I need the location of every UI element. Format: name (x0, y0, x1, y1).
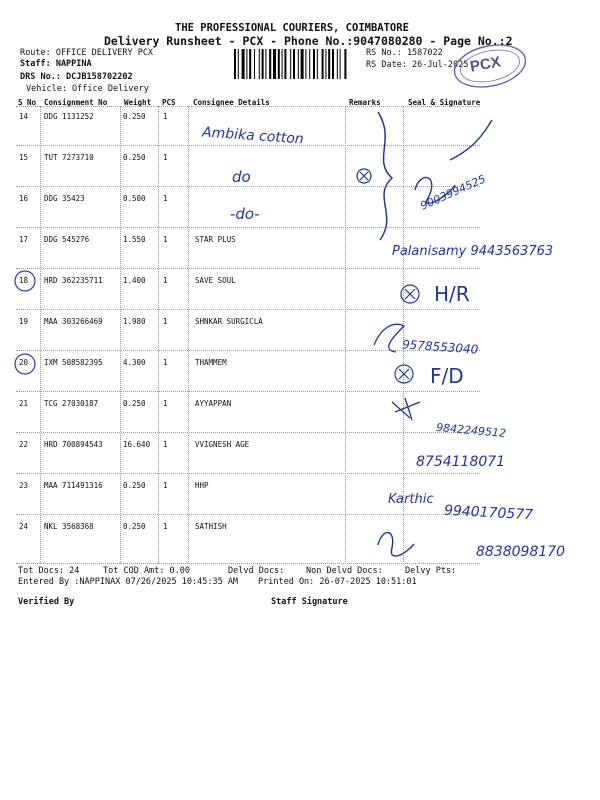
row-consignment-no: NKL 3568368 (44, 522, 94, 531)
handwriting-phone: 8838098170 (476, 544, 566, 560)
barcode-bar (242, 49, 245, 79)
column-divider (345, 106, 346, 564)
non-delivered-docs: Non Delvd Docs: (306, 566, 383, 576)
row-sno: 21 (19, 399, 29, 408)
row-sno: 17 (19, 235, 29, 244)
row-weight: 1.400 (123, 276, 146, 285)
row-divider (16, 309, 480, 310)
brace-mark (378, 112, 392, 240)
column-divider (40, 106, 41, 564)
row-consignment-no: MAA 303266469 (44, 317, 103, 326)
row-consignment-no: TCG 27030187 (44, 399, 99, 408)
handwriting-phone: 9842249512 (435, 420, 507, 441)
handwriting-phone: 9003994525 (418, 172, 488, 213)
row-consignment-no: DDG 1131252 (44, 112, 94, 121)
delivered-docs: Delvd Docs: (228, 566, 285, 576)
runsheet-subtitle: Delivery Runsheet - PCX - Phone No.:9047080280 - Page No.:2 (104, 34, 513, 48)
row-sno: 16 (19, 194, 29, 203)
handwriting-palanisamy: Palanisamy 9443563763 (392, 244, 554, 259)
col-consignee: Consignee Details (193, 98, 270, 107)
row-divider (16, 514, 480, 515)
row-pcs: 1 (163, 112, 168, 121)
entered-by: Entered By :NAPPINAX 07/26/2025 10:45:35 AM (18, 577, 239, 587)
handwriting-fd: F/D (430, 364, 464, 388)
row-consignee: SHNKAR SURGICLA (195, 317, 263, 326)
barcode-bar (254, 49, 255, 79)
row-sno: 19 (19, 317, 29, 326)
row-pcs: 1 (163, 440, 168, 449)
row-divider (16, 432, 480, 433)
column-divider (158, 106, 159, 564)
barcode-bar (238, 49, 239, 79)
verified-by: Verified By (18, 597, 75, 607)
row-consignment-no: IXM 508582395 (44, 358, 103, 367)
circle-x-mark (395, 365, 413, 383)
row-pcs: 1 (163, 235, 168, 244)
staff-label: Staff: NAPPINA (20, 59, 92, 69)
header-divider (16, 106, 480, 107)
barcode-bar (273, 49, 276, 79)
row-pcs: 1 (163, 399, 168, 408)
row-consignee: AYYAPPAN (195, 399, 232, 408)
barcode-bar (332, 49, 334, 79)
route-label: Route: OFFICE DELIVERY PCX (20, 48, 154, 58)
barcode-bar (269, 49, 271, 79)
barcode-bar (265, 49, 266, 79)
col-remarks: Remarks (349, 98, 381, 107)
vehicle-label: Vehicle: Office Delivery (26, 84, 149, 94)
row-sno: 14 (19, 112, 29, 121)
barcode-bar (249, 49, 251, 79)
barcode-bar (282, 49, 283, 79)
delivery-points: Delvy Pts: (405, 566, 457, 576)
column-divider (188, 106, 189, 564)
row-weight: 1.980 (123, 317, 146, 326)
handwriting-hr: H/R (434, 282, 470, 306)
row-consignee: VVIGNESH AGE (195, 440, 250, 449)
column-divider (120, 106, 121, 564)
col-sno: S No (18, 98, 37, 107)
barcode-bar (234, 49, 236, 79)
row-divider (16, 145, 480, 146)
row-pcs: 1 (163, 481, 168, 490)
handwriting-phone: 9578553040 (401, 337, 479, 357)
printed-on: Printed On: 26-07-2025 10:51:01 (258, 577, 417, 587)
row-consignee: SATHISH (195, 522, 227, 531)
row-divider (16, 186, 480, 187)
rs-date: RS Date: 26-Jul-2025 (366, 60, 469, 70)
row-divider (16, 473, 480, 474)
handwriting-ditto: -do- (230, 205, 260, 223)
barcode-bar (259, 49, 260, 79)
row-weight: 4.300 (123, 358, 146, 367)
row-weight: 0.250 (123, 153, 146, 162)
row-sno: 18 (19, 276, 29, 285)
row-divider (16, 391, 480, 392)
row-consignment-no: HRD 362235711 (44, 276, 103, 285)
row-weight: 0.250 (123, 481, 146, 490)
barcode-bar (301, 49, 304, 79)
handwriting-phone: 9940170577 (443, 502, 534, 524)
row-consignment-no: DDG 35423 (44, 194, 85, 203)
col-weight: Weight (124, 98, 152, 107)
barcode-bar (344, 49, 346, 79)
barcode (234, 49, 359, 79)
row-sno: 20 (19, 358, 29, 367)
staff-signature: Staff Signature (271, 597, 348, 607)
total-cod: Tot COD Amt: 0.00 (103, 566, 190, 576)
row-weight: 0.500 (123, 194, 146, 203)
row-weight: 1.550 (123, 235, 146, 244)
row-pcs: 1 (163, 153, 168, 162)
row-pcs: 1 (163, 276, 168, 285)
barcode-bar (246, 49, 247, 79)
row-consignment-no: MAA 711491316 (44, 481, 103, 490)
barcode-bar (305, 49, 306, 79)
drs-number: DRS No.: DCJB158702202 (20, 72, 133, 82)
row-sno: 15 (19, 153, 29, 162)
barcode-bar (325, 49, 326, 79)
handwriting-ditto: do (232, 168, 251, 186)
company-title: THE PROFESSIONAL COURIERS, COIMBATORE (175, 22, 409, 34)
signature-scribble (392, 398, 420, 420)
row-pcs: 1 (163, 194, 168, 203)
row-divider (16, 268, 480, 269)
barcode-bar (309, 49, 310, 79)
row-consignee: HHP (195, 481, 209, 490)
barcode-bar (328, 49, 330, 79)
barcode-bar (340, 49, 341, 79)
row-consignee: THAMMEM (195, 358, 227, 367)
barcode-bar (337, 49, 338, 79)
barcode-bar (293, 49, 295, 79)
row-pcs: 1 (163, 522, 168, 531)
row-sno: 24 (19, 522, 29, 531)
footer-divider (16, 563, 480, 564)
total-docs: Tot Docs: 24 (18, 566, 80, 576)
barcode-bar (322, 49, 324, 79)
stamp-text: PCX (468, 53, 503, 76)
row-weight: 0.250 (123, 399, 146, 408)
barcode-bar (262, 49, 264, 79)
row-consignment-no: TUT 7273710 (44, 153, 94, 162)
row-weight: 0.250 (123, 522, 146, 531)
row-consignee: SAVE SOUL (195, 276, 236, 285)
barcode-bar (317, 49, 318, 79)
row-weight: 16.640 (123, 440, 151, 449)
row-pcs: 1 (163, 358, 168, 367)
rs-number: RS No.: 1587022 (366, 48, 443, 58)
col-pcs: PCS (162, 98, 176, 107)
barcode-bar (278, 49, 280, 79)
col-seal-signature: Seal & Signature (408, 98, 481, 107)
handwriting-ambika: Ambika cotton (201, 124, 305, 148)
handwriting-karthic: Karthic (388, 492, 434, 507)
barcode-bar (284, 49, 286, 79)
row-consignee: STAR PLUS (195, 235, 236, 244)
row-weight: 0.250 (123, 112, 146, 121)
barcode-bar (298, 49, 299, 79)
row-consignment-no: DDG 545276 (44, 235, 90, 244)
row-sno: 22 (19, 440, 29, 449)
col-consignment: Consignment No (44, 98, 108, 107)
handwriting-phone: 8754118071 (416, 454, 506, 470)
row-divider (16, 227, 480, 228)
barcode-bar (290, 49, 291, 79)
row-pcs: 1 (163, 317, 168, 326)
row-consignment-no: HRD 700894543 (44, 440, 103, 449)
circle-x-mark (357, 169, 371, 183)
barcode-bar (313, 49, 315, 79)
signature-scribble (378, 533, 414, 556)
signature-scribble (374, 324, 404, 352)
row-sno: 23 (19, 481, 29, 490)
